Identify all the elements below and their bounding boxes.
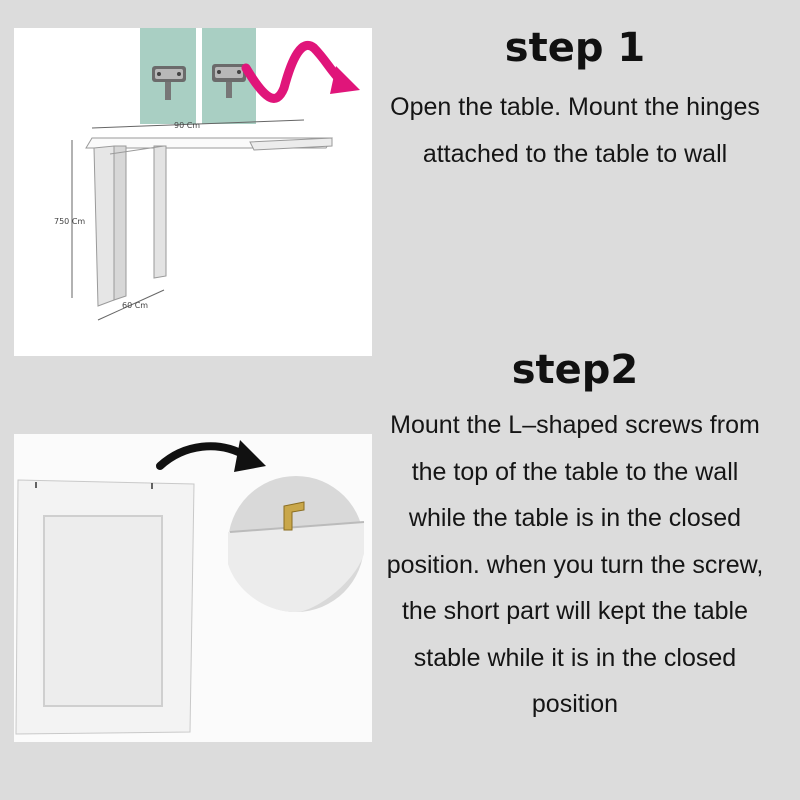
step2-image-panel — [14, 434, 372, 742]
black-curved-arrow — [160, 440, 266, 472]
table-dimension-diagram — [14, 28, 372, 356]
closed-table-illustration — [14, 434, 372, 742]
folding-table-drawing — [86, 138, 332, 306]
step1-heading: step 1 — [504, 25, 646, 71]
depth-dimension-label: 60 Cm — [122, 301, 149, 310]
step2-heading: step2 — [511, 347, 639, 393]
closed-table-panel — [16, 480, 194, 734]
step2-description: Mount the L–shaped screws from the top of the table to the wall while the table is in the closed position. when you turn the screw, the short part will kept the table stable while it is in the closed position — [386, 411, 764, 718]
step1-image-panel — [14, 28, 372, 356]
pink-curved-arrow — [246, 45, 360, 98]
height-dimension-label: 750 Cm — [54, 217, 86, 226]
l-screw-zoom-circle — [228, 476, 364, 612]
hinge-photo-left — [140, 28, 196, 124]
step1-description: Open the table. Mount the hinges attached to the table to wall — [390, 93, 760, 168]
width-dimension-label: 90 Cm — [174, 121, 201, 130]
